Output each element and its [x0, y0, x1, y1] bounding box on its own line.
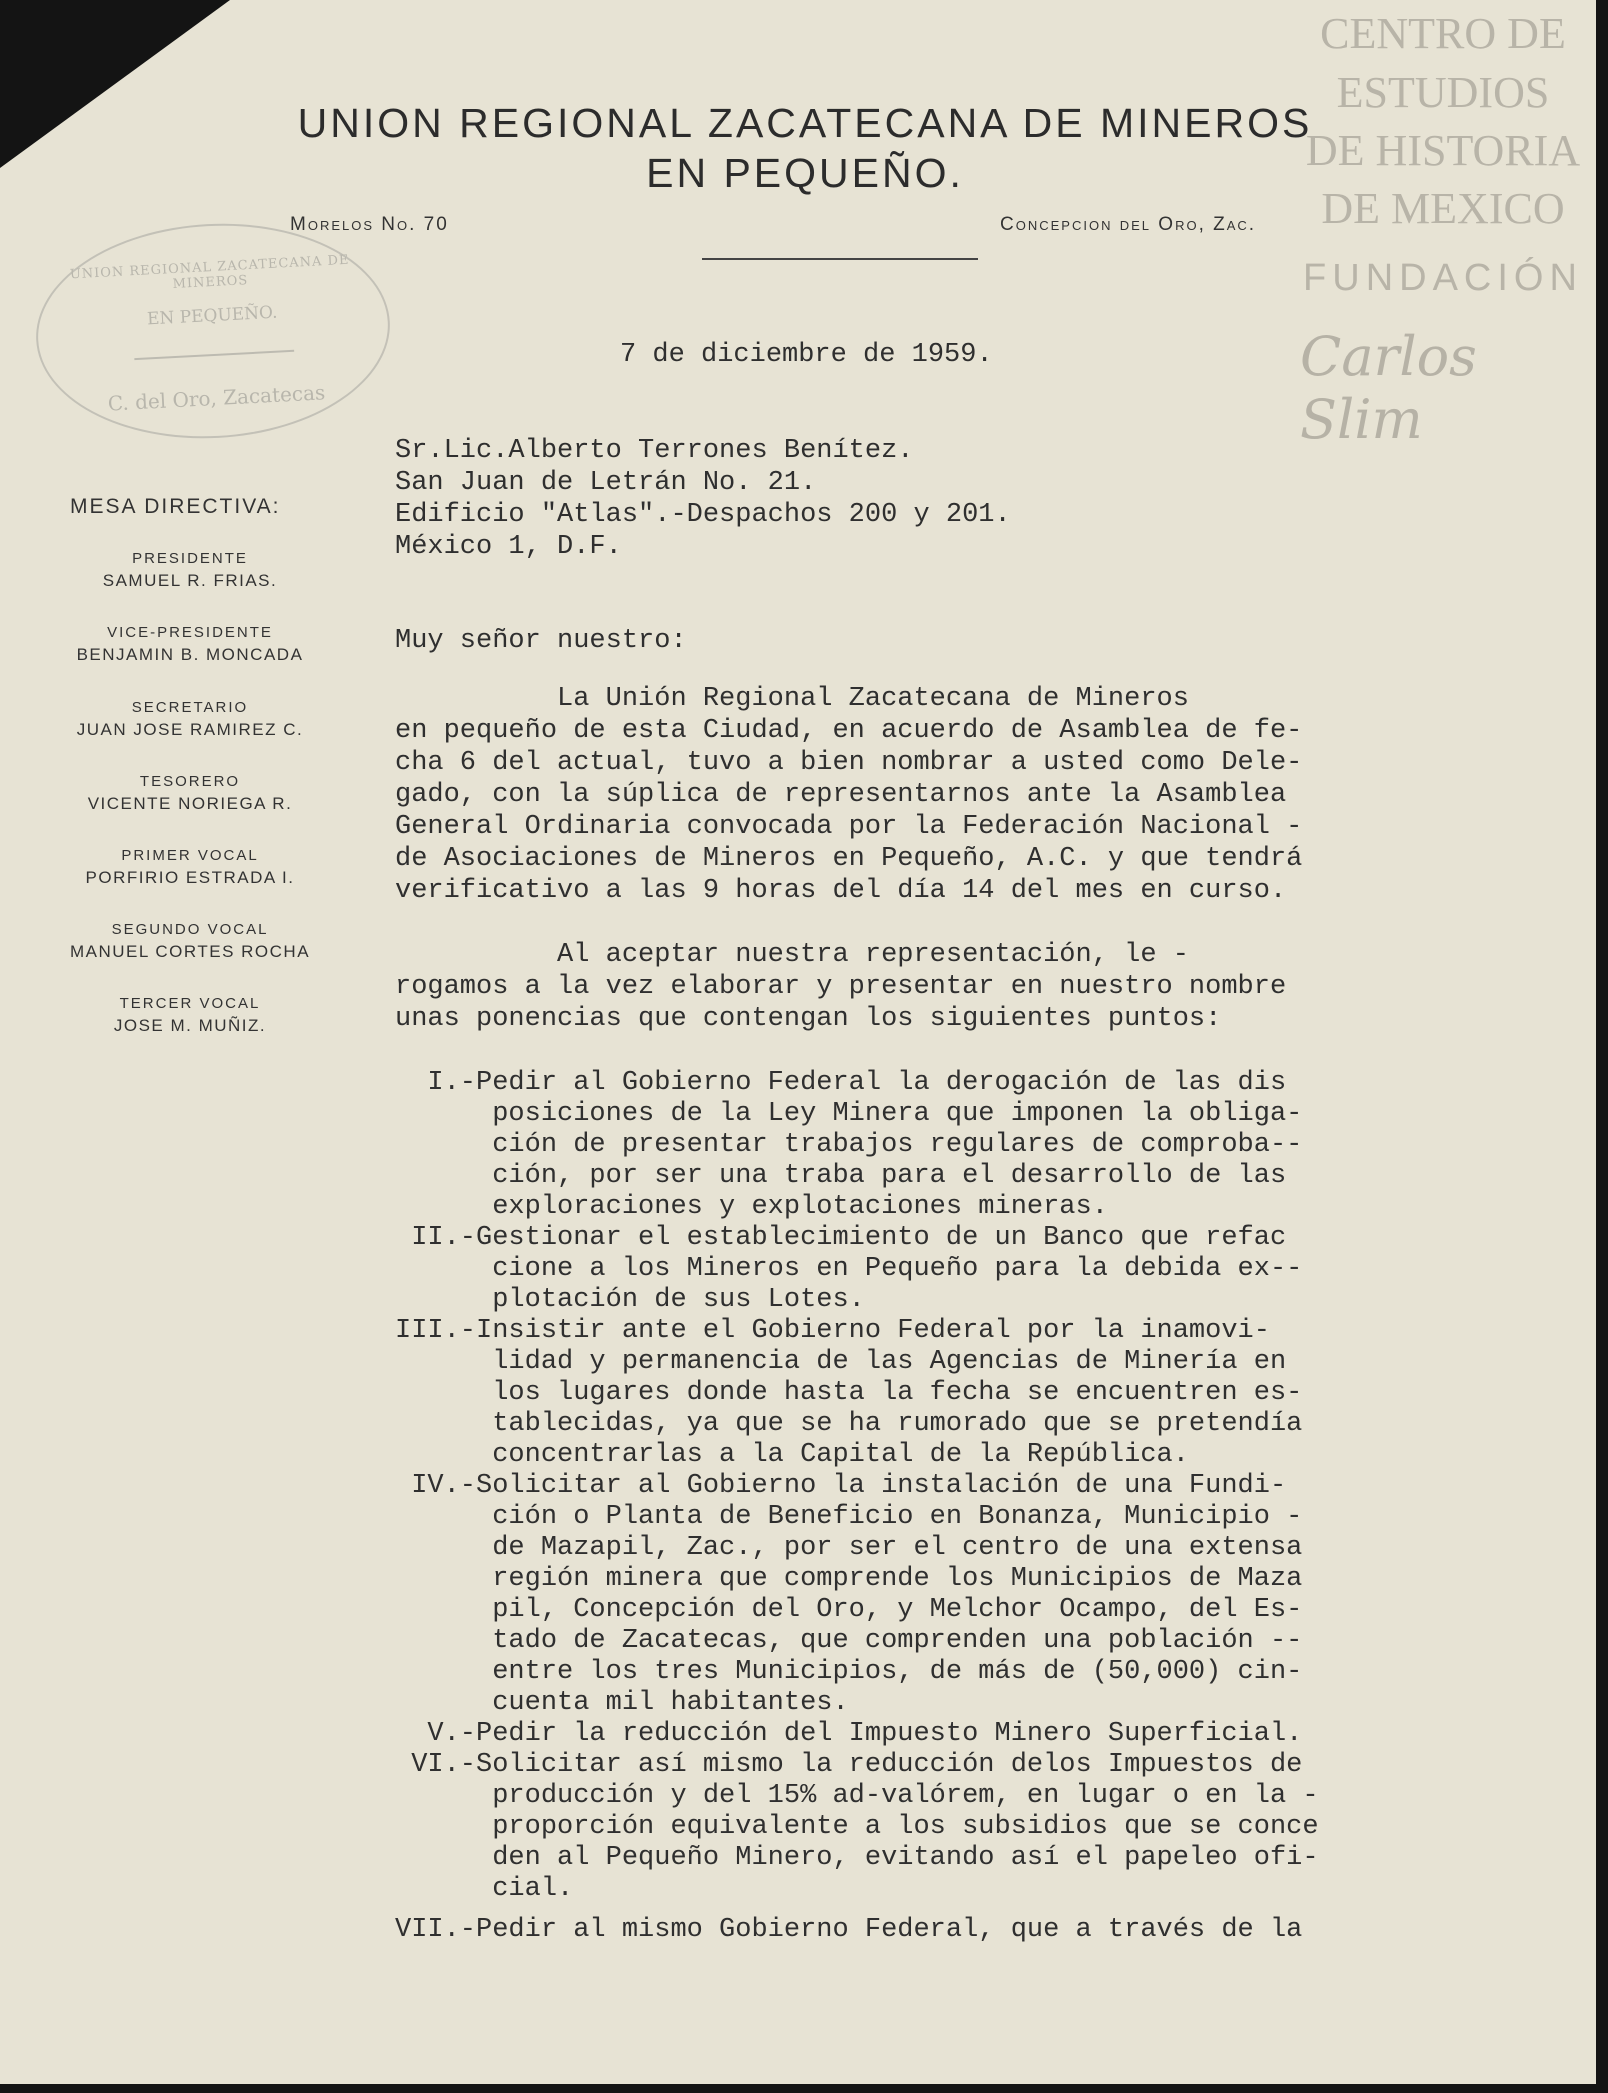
- point-line: tado de Zacatecas, que comprenden una población --: [395, 1626, 1303, 1656]
- point-line: den al Pequeño Minero, evitando así el papeleo ofi-: [395, 1843, 1319, 1873]
- point-line: ción de presentar trabajos regulares de comproba--: [395, 1130, 1303, 1160]
- point-line: I.-Pedir al Gobierno Federal la derogación de las dis: [395, 1068, 1287, 1098]
- point-line: II.-Gestionar el establecimiento de un Banco que refac: [395, 1223, 1287, 1253]
- officer-treasurer: [40, 773, 340, 814]
- body-line: Al aceptar nuestra representación, le -: [395, 940, 1189, 970]
- watermark-signature: Carlos Slim: [1300, 325, 1477, 451]
- point-line: posiciones de la Ley Minera que imponen la obliga-: [395, 1099, 1303, 1129]
- point-line: concentrarlas a la Capital de la República.: [395, 1440, 1189, 1470]
- officer-name: VICENTE NORIEGA R.: [87, 794, 293, 813]
- officer-first-vocal: [40, 847, 340, 888]
- body-line: La Unión Regional Zacatecana de Mineros: [395, 684, 1189, 714]
- organization-name: UNION REGIONAL ZACATECANA DE MINEROS: [297, 100, 1313, 146]
- letter-date: 7 de diciembre de 1959.: [620, 340, 993, 370]
- point-line: V.-Pedir la reducción del Impuesto Minero Superficial.: [395, 1719, 1303, 1749]
- officer-secretary: [40, 699, 340, 740]
- officer-president: [40, 550, 340, 591]
- recipient-line: Sr.Lic.Alberto Terrones Benítez.: [395, 436, 914, 466]
- point-line: tablecidas, ya que se ha rumorado que se pretendía: [395, 1409, 1303, 1439]
- point-line: plotación de sus Lotes.: [395, 1285, 865, 1315]
- point-line: IV.-Solicitar al Gobierno la instalación de una Fundi-: [395, 1471, 1287, 1501]
- address-street: Morelos No. 70: [290, 214, 449, 235]
- watermark-line: CENTRO DE: [1320, 9, 1566, 58]
- officer-name: JOSE M. MUÑIZ.: [113, 1016, 267, 1035]
- address-city: Concepcion del Oro, Zac.: [1000, 214, 1257, 235]
- officer-vice-president: [40, 624, 340, 665]
- officer-role: PRESIDENTE: [132, 550, 248, 567]
- officer-role: VICE-PRESIDENTE: [107, 624, 273, 641]
- body-line: cha 6 del actual, tuvo a bien nombrar a usted como Dele-: [395, 748, 1303, 778]
- recipient-line: Edificio "Atlas".-Despachos 200 y 201.: [395, 500, 1011, 530]
- officer-role: TESORERO: [139, 773, 241, 790]
- body-line: gado, con la súplica de representarnos ante la Asamblea: [395, 780, 1287, 810]
- recipient-line: México 1, D.F.: [395, 532, 622, 562]
- point-line: VII.-Pedir al mismo Gobierno Federal, que a través de la: [395, 1915, 1303, 1945]
- officer-role: PRIMER VOCAL: [121, 847, 259, 864]
- body-line: General Ordinaria convocada por la Federación Nacional -: [395, 812, 1303, 842]
- point-line: ción o Planta de Beneficio en Bonanza, Municipio -: [395, 1502, 1303, 1532]
- body-line: rogamos a la vez elaborar y presentar en nuestro nombre: [395, 972, 1287, 1002]
- watermark-line: ESTUDIOS: [1336, 68, 1550, 117]
- officer-role: TERCER VOCAL: [119, 995, 261, 1012]
- point-line: proporción equivalente a los subsidios que se conce: [395, 1812, 1319, 1842]
- point-line: exploraciones y explotaciones mineras.: [395, 1192, 1108, 1222]
- officer-name: SAMUEL R. FRIAS.: [102, 571, 278, 590]
- stamp-bottom-text: C. del Oro, Zacatecas: [107, 380, 326, 416]
- point-line: entre los tres Municipios, de más de (50,000) cin-: [395, 1657, 1303, 1687]
- point-line: cuenta mil habitantes.: [395, 1688, 849, 1718]
- header-rule: [702, 258, 978, 260]
- officer-third-vocal: [40, 995, 340, 1036]
- body-line: en pequeño de esta Ciudad, en acuerdo de Asamblea de fe-: [395, 716, 1303, 746]
- stamp-middle-text: EN PEQUEÑO.: [146, 302, 278, 330]
- salutation: Muy señor nuestro:: [395, 626, 687, 656]
- body-line: unas ponencias que contengan los siguientes puntos:: [395, 1004, 1222, 1034]
- point-line: lidad y permanencia de las Agencias de Minería en: [395, 1347, 1287, 1377]
- point-line: cione a los Mineros en Pequeño para la debida ex--: [395, 1254, 1303, 1284]
- officer-name: PORFIRIO ESTRADA I.: [85, 868, 295, 887]
- watermark-line: DE HISTORIA: [1305, 126, 1581, 175]
- point-line: producción y del 15% ad-valórem, en lugar o en la -: [395, 1781, 1319, 1811]
- board-heading: MESA DIRECTIVA:: [70, 495, 281, 518]
- stamp-line: [134, 350, 294, 360]
- watermark-line: DE MEXICO: [1321, 184, 1565, 233]
- point-line: VI.-Solicitar así mismo la reducción delos Impuestos de: [395, 1750, 1303, 1780]
- watermark-line: FUNDACIÓN: [1303, 257, 1583, 299]
- officer-second-vocal: [40, 921, 340, 962]
- stamp-top-text: UNION REGIONAL ZACATECANA DE MINEROS: [69, 252, 350, 293]
- point-line: los lugares donde hasta la fecha se encuentren es-: [395, 1378, 1303, 1408]
- officer-name: MANUEL CORTES ROCHA: [69, 942, 311, 961]
- officer-role: SECRETARIO: [131, 699, 249, 716]
- officer-name: BENJAMIN B. MONCADA: [76, 645, 304, 664]
- point-line: ción, por ser una traba para el desarrollo de las: [395, 1161, 1287, 1191]
- body-line: verificativo a las 9 horas del día 14 del mes en curso.: [395, 876, 1287, 906]
- officer-name: JUAN JOSE RAMIREZ C.: [76, 720, 304, 739]
- point-line: pil, Concepción del Oro, y Melchor Ocampo, del Es-: [395, 1595, 1303, 1625]
- body-line: de Asociaciones de Mineros en Pequeño, A.C. y que tendrá: [395, 844, 1303, 874]
- officer-role: SEGUNDO VOCAL: [111, 921, 269, 938]
- recipient-line: San Juan de Letrán No. 21.: [395, 468, 817, 498]
- organization-subtitle: EN PEQUEÑO.: [646, 150, 964, 196]
- point-line: de Mazapil, Zac., por ser el centro de una extensa: [395, 1533, 1303, 1563]
- point-line: III.-Insistir ante el Gobierno Federal por la inamovi-: [395, 1316, 1270, 1346]
- point-line: cial.: [395, 1874, 574, 1904]
- point-line: región minera que comprende los Municipios de Maza: [395, 1564, 1303, 1594]
